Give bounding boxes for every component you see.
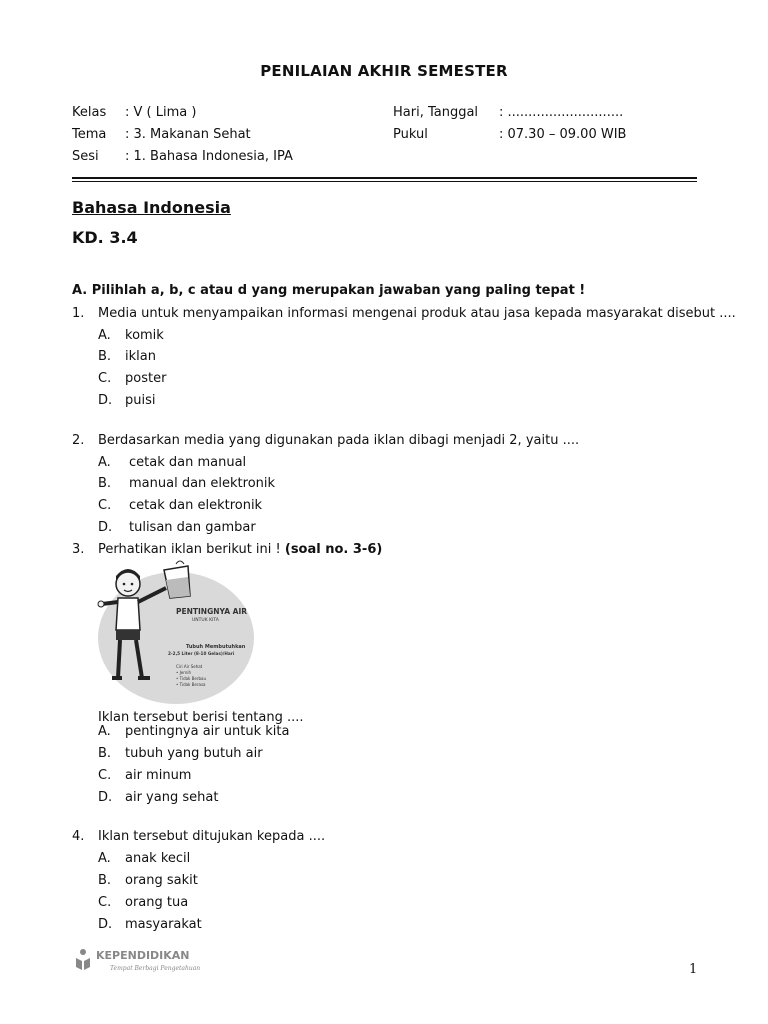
sesi-value: : 1. Bahasa Indonesia, IPA (125, 149, 293, 164)
option-text: tulisan dan gambar (129, 520, 256, 535)
pukul-label: Pukul (393, 127, 428, 142)
water-ad-illustration (96, 560, 261, 710)
footer-brand: KEPENDIDIKAN (96, 949, 190, 962)
kependidikan-logo-icon (76, 949, 90, 970)
kelas-value: : V ( Lima ) (125, 105, 197, 120)
option-letter: C. (98, 371, 112, 386)
ad-list-item: • Tidak Berasa (176, 682, 206, 687)
ad-line-1: Tubuh Membutuhkan (186, 644, 246, 650)
section-instruction: A. Pilihlah a, b, c atau d yang merupakan jawaban yang paling tepat ! (72, 283, 586, 298)
question-number: 3. (72, 542, 85, 557)
kelas-label: Kelas (72, 105, 107, 120)
option-letter: B. (98, 349, 112, 364)
tema-label: Tema (72, 127, 107, 142)
option-text: cetak dan manual (129, 455, 247, 470)
option-letter: B. (98, 746, 112, 761)
footer-tagline: Tempat Berbagi Pengetahuan (110, 965, 201, 972)
option-letter: C. (98, 895, 112, 910)
option-text: poster (125, 371, 167, 386)
page-number: 1 (689, 962, 698, 977)
option-letter: A. (98, 724, 111, 739)
ad-subtitle: UNTUK KITA (192, 618, 219, 623)
option-letter: D. (98, 393, 113, 408)
option-text: puisi (125, 393, 156, 408)
subject-heading: Bahasa Indonesia (72, 198, 231, 217)
question-number: 1. (72, 306, 85, 321)
ad-list-title: Ciri Air Sehat (176, 664, 203, 669)
option-text: iklan (125, 349, 156, 364)
sesi-label: Sesi (72, 149, 99, 164)
option-letter: D. (98, 917, 113, 932)
option-text: masyarakat (125, 917, 202, 932)
question-reference-note: (soal no. 3-6) (284, 542, 383, 557)
kd-heading: KD. 3.4 (72, 228, 138, 247)
question-number: 2. (72, 433, 85, 448)
option-letter: D. (98, 520, 113, 535)
ad-list-item: • Jernih (176, 670, 192, 675)
hari-label: Hari, Tanggal (393, 105, 479, 120)
option-letter: A. (98, 851, 111, 866)
option-text: cetak dan elektronik (129, 498, 263, 513)
option-letter: D. (98, 790, 113, 805)
option-letter: A. (98, 455, 111, 470)
option-text: orang tua (125, 895, 189, 910)
pukul-value: : 07.30 – 09.00 WIB (499, 127, 627, 142)
option-text: tubuh yang butuh air (125, 746, 263, 761)
footer-logo (74, 946, 214, 974)
ad-line-2: 2-2,5 Liter (8-10 Gelas)/Hari (168, 651, 235, 656)
header-divider-thick (72, 177, 697, 179)
option-text: air yang sehat (125, 790, 219, 805)
question-number: 4. (72, 829, 85, 844)
option-text: pentingnya air untuk kita (125, 724, 290, 739)
option-letter: B. (98, 873, 112, 888)
option-letter: C. (98, 498, 112, 513)
option-letter: C. (98, 768, 112, 783)
question-text (98, 542, 382, 557)
option-text: manual dan elektronik (129, 476, 276, 491)
question-text-main: Perhatikan iklan berikut ini ! (98, 542, 285, 557)
option-text: anak kecil (125, 851, 191, 866)
option-text: komik (125, 328, 164, 343)
header-divider-thin (72, 181, 697, 182)
option-text: air minum (125, 768, 192, 783)
document-title: PENILAIAN AKHIR SEMESTER (260, 62, 508, 80)
question-stem: Iklan tersebut berisi tentang .... (98, 710, 304, 725)
question-text: Iklan tersebut ditujukan kepada .... (98, 829, 326, 844)
question-text: Berdasarkan media yang digunakan pada iklan dibagi menjadi 2, yaitu .... (98, 433, 580, 448)
tema-value: : 3. Makanan Sehat (125, 127, 251, 142)
option-letter: B. (98, 476, 112, 491)
option-letter: A. (98, 328, 111, 343)
hari-value: : ............................ (499, 105, 624, 120)
option-text: orang sakit (125, 873, 198, 888)
question-text: Media untuk menyampaikan informasi mengenai produk atau jasa kepada masyarakat disebut .... (98, 306, 736, 321)
ad-title: PENTINGNYA AIR (176, 607, 248, 616)
ad-list-item: • Tidak Berbau (176, 676, 207, 681)
